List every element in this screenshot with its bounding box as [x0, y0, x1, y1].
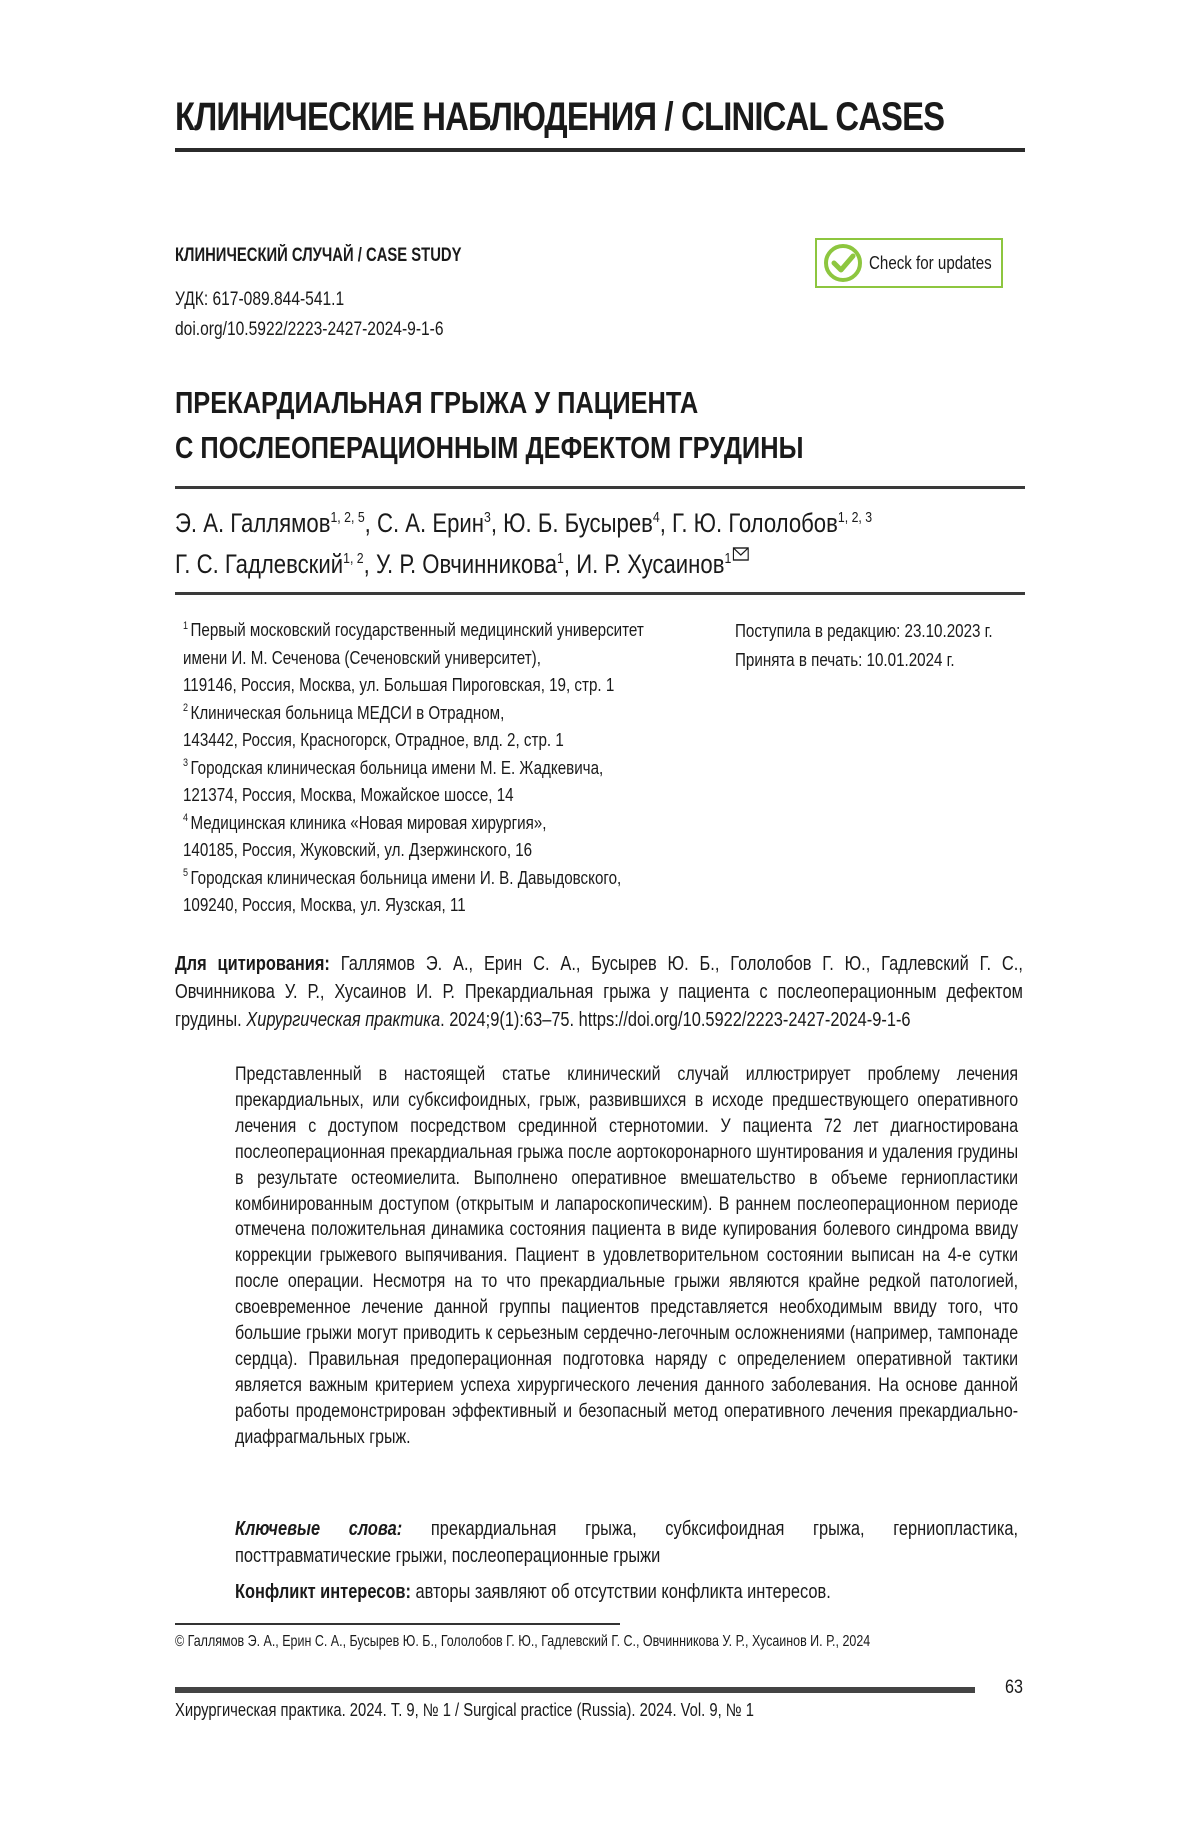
keywords-text: прекардиальная грыжа, субксифоидная грыжа, герниопластика, посттравматические грыжи, послеоперационные грыжи	[235, 1518, 1019, 1567]
citation-journal: Хирургическая практика	[246, 1009, 441, 1031]
copyright-divider	[175, 1623, 620, 1625]
author-separator: ,	[363, 549, 376, 579]
affiliation-3	[183, 754, 644, 809]
doi-link[interactable]: doi.org/10.5922/2223-2427-2024-9-1-6	[175, 319, 444, 340]
author-separator: ,	[490, 508, 504, 538]
author-name[interactable]: Ю. Б. Бусырев	[503, 508, 653, 538]
footer-divider	[175, 1687, 975, 1693]
citation-label: Для цитирования:	[175, 953, 330, 975]
section-divider	[175, 148, 1025, 152]
author-name[interactable]: Э. А. Галлямов	[175, 508, 331, 538]
author-line-2	[175, 544, 872, 585]
article-title-line-2: С ПОСЛЕОПЕРАЦИОННЫМ ДЕФЕКТОМ ГРУДИНЫ	[175, 430, 804, 465]
article-title-line-1: ПРЕКАРДИАЛЬНАЯ ГРЫЖА У ПАЦИЕНТА	[175, 385, 699, 420]
section-header	[175, 95, 1025, 139]
author-name[interactable]: И. Р. Хусаинов	[576, 549, 725, 579]
submission-dates	[735, 616, 993, 674]
citation-block	[175, 950, 1023, 1034]
affiliation-2	[183, 699, 644, 754]
author-separator: ,	[563, 549, 577, 579]
affiliation-line: имени И. М. Сеченова (Сеченовский университет),	[183, 646, 541, 668]
affiliation-number: 3	[183, 757, 189, 770]
citation-authors: Галлямов Э. А., Ерин С. А., Бусырев Ю. Б., Гололобов Г. Ю., Гадлевский Г. С., Овчинникова У. Р., Хусаинов И. Р. Прекардиальная грыжа у пациента с послеоперационным дефектом грудины.	[175, 953, 1023, 1031]
title-divider	[175, 486, 1025, 489]
check-for-updates-label: Check for updates	[869, 252, 992, 273]
author-name[interactable]: Г. С. Гадлевский	[175, 549, 344, 579]
author-line-1	[175, 503, 872, 544]
author-separator: ,	[364, 508, 377, 538]
author-affiliation-ref: 1	[557, 550, 564, 567]
affiliation-line: Первый московский государственный медицинский университет	[190, 619, 644, 640]
affiliation-1	[183, 616, 644, 699]
keywords-label: Ключевые слова:	[235, 1518, 403, 1540]
check-circle-icon	[823, 243, 863, 283]
affiliation-number: 5	[183, 867, 189, 880]
affiliation-line: Городская клиническая больница имени М. Е. Жадкевича,	[190, 756, 604, 778]
affiliation-5	[183, 864, 644, 919]
keywords	[235, 1516, 1018, 1570]
accepted-date: Принята в печать: 10.01.2024 г.	[735, 649, 955, 670]
affiliation-list	[183, 616, 644, 919]
conflict-of-interest	[235, 1581, 831, 1604]
author-name[interactable]: У. Р. Овчинникова	[375, 549, 558, 579]
abstract: Представленный в настоящей статье клинический случай иллюстрирует проблему лечения прекардиальных, или субксифоидных, грыж, развившихся в исходе предшествующего оперативного лечения с доступом посредством срединной стернотомии. У пациента 72 лет диагностирована послеоперационная прекардиальная грыжа после аортокоронарного шунтирования и удаления грудины в результате остеомиелита. Выполнено оперативное вмешательство в объеме герниопластики комбинированным доступом (открытым и лапароскопическим). В раннем послеоперационном периоде отмечена положительная динамика состояния пациента в виде купирования болевого синдрома ввиду коррекции грыжевого выпячивания. Пациент в удовлетворительном состоянии выписан на 4-е сутки после операции. Несмотря на то что прекардиальные грыжи являются крайне редкой патологией, своевременное лечение данной группы пациентов представляется необходимым ввиду того, что большие грыжи могут приводить к серьезным сердечно-легочным осложнениями (например, тампонаде сердца). Правильная предоперационная подготовка наряду с определением оперативной тактики является важным критерием успеха хирургического лечения данного заболевания. На основе данной работы продемонстрирован эффективный и безопасный метод оперативного лечения прекардиально-диафрагмальных грыж.	[235, 1063, 1019, 1448]
envelope-icon[interactable]	[733, 547, 749, 561]
affiliation-number: 2	[183, 702, 189, 715]
author-name[interactable]: Г. Ю. Гололобов	[672, 508, 838, 538]
affiliation-line: Медицинская клиника «Новая мировая хирургия»,	[190, 811, 547, 833]
author-separator: ,	[659, 508, 673, 538]
author-affiliation-ref: 1	[724, 550, 732, 567]
affiliation-line: 140185, Россия, Жуковский, ул. Дзержинского, 16	[183, 839, 533, 860]
citation-details: . 2024;9(1):63–75. https://doi.org/10.5922/2223-2427-2024-9-1-6	[440, 1009, 911, 1031]
section-title: КЛИНИЧЕСКИЕ НАБЛЮДЕНИЯ / CLINICAL CASES	[175, 95, 945, 139]
conflict-label: Конфликт интересов:	[235, 1581, 411, 1603]
affiliation-line: Клиническая больница МЕДСИ в Отрадном,	[190, 701, 505, 723]
affiliation-line: 143442, Россия, Красногорск, Отрадное, влд. 2, стр. 1	[183, 729, 564, 750]
author-name[interactable]: С. А. Ерин	[376, 508, 485, 538]
article-type: КЛИНИЧЕСКИЙ СЛУЧАЙ / CASE STUDY	[175, 245, 462, 266]
copyright-notice: © Галлямов Э. А., Ерин С. А., Бусырев Ю. Б., Гололобов Г. Ю., Гадлевский Г. С., Овчинникова У. Р., Хусаинов И. Р., 2024	[175, 1633, 871, 1650]
udk-code: УДК: 617-089.844-541.1	[175, 289, 345, 310]
author-affiliation-ref: 1, 2	[343, 550, 364, 567]
article-title	[175, 380, 803, 470]
page-number: 63	[1005, 1677, 1023, 1698]
author-affiliation-ref: 1, 2, 5	[330, 509, 365, 526]
authors-divider	[175, 592, 1025, 595]
journal-footer: Хирургическая практика. 2024. Т. 9, № 1 / Surgical practice (Russia). 2024. Vol. 9, № 1	[175, 1700, 754, 1720]
affiliation-line: 119146, Россия, Москва, ул. Большая Пироговская, 19, стр. 1	[183, 674, 615, 695]
affiliation-line: Городская клиническая больница имени И. В. Давыдовского,	[190, 866, 622, 888]
author-list	[175, 503, 872, 585]
affiliation-line: 109240, Россия, Москва, ул. Яузская, 11	[183, 894, 466, 915]
affiliation-number: 1	[183, 619, 189, 632]
affiliation-line: 121374, Россия, Москва, Можайское шоссе, 14	[183, 784, 514, 805]
author-affiliation-ref: 1, 2, 3	[837, 509, 873, 526]
author-affiliation-ref: 3	[484, 509, 491, 526]
affiliation-4	[183, 809, 644, 864]
conflict-text: авторы заявляют об отсутствии конфликта интересов.	[410, 1581, 831, 1603]
check-for-updates-button[interactable]	[815, 238, 1003, 288]
author-affiliation-ref: 4	[652, 509, 660, 526]
received-date: Поступила в редакцию: 23.10.2023 г.	[735, 620, 993, 641]
affiliation-number: 4	[183, 812, 189, 825]
